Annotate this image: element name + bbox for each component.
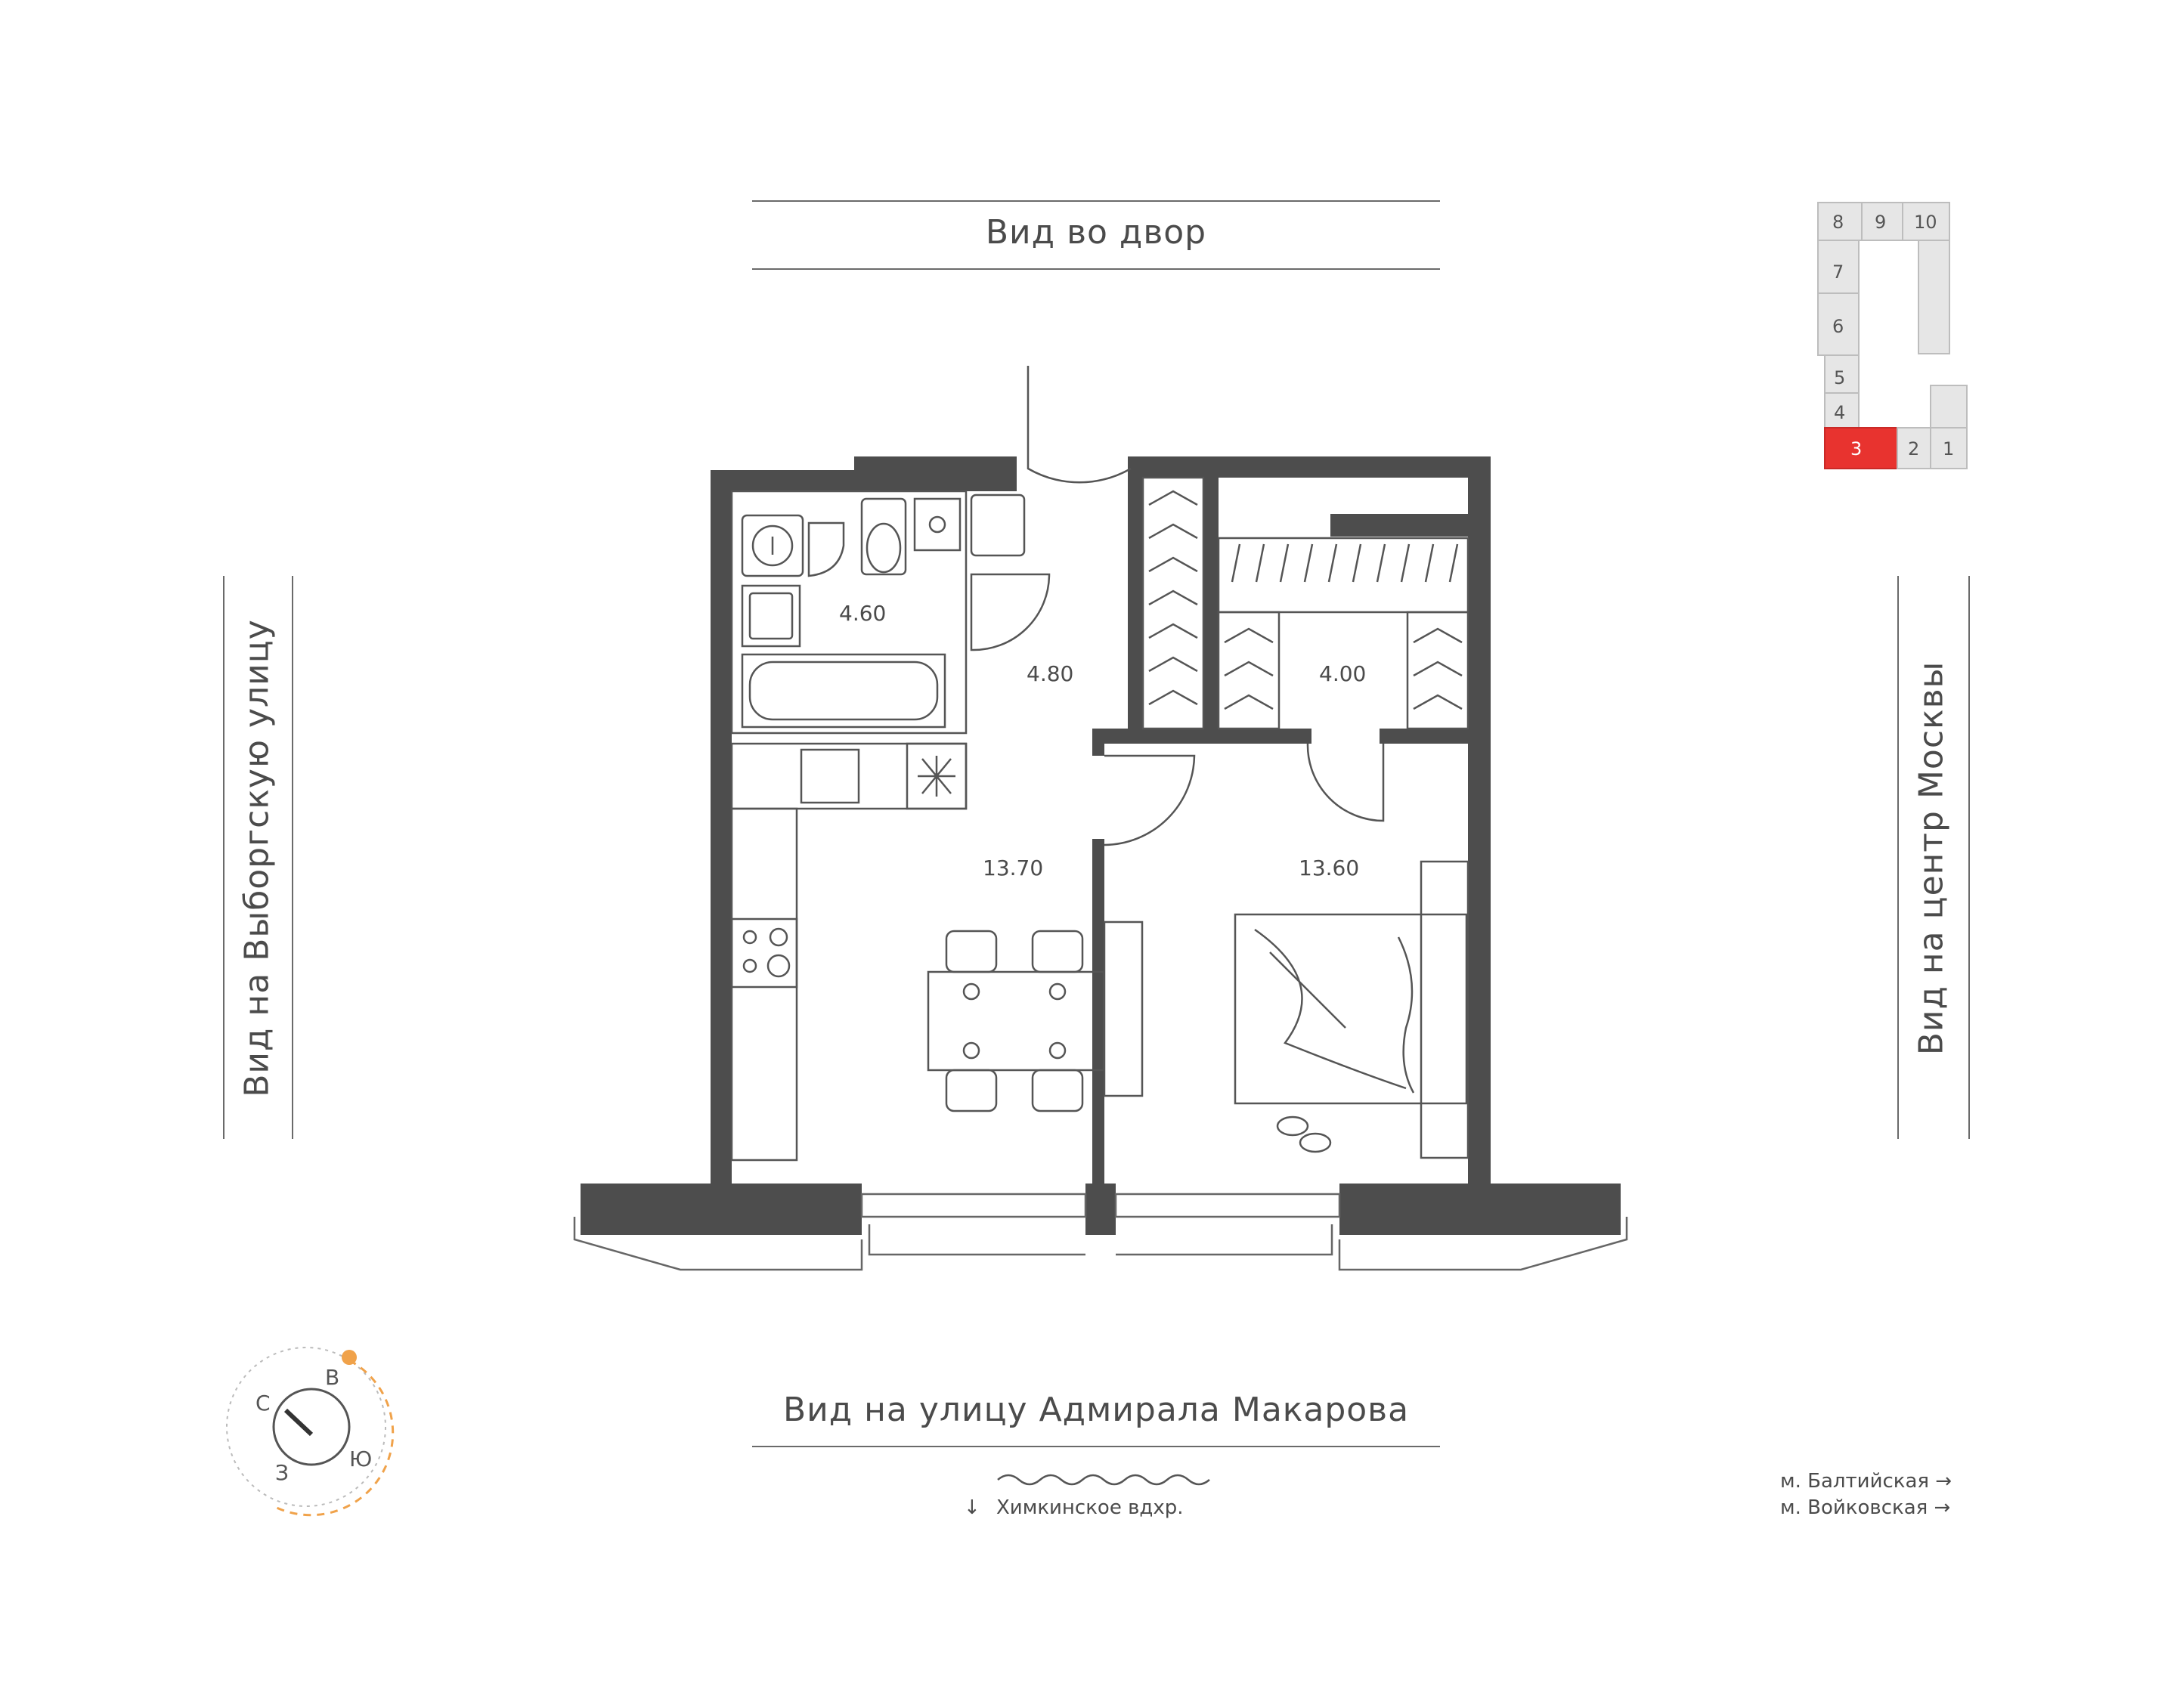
metro-2: м. Войковская → bbox=[1780, 1496, 1951, 1519]
wall-left bbox=[711, 470, 732, 1184]
bottom-view-label: Вид на улицу Адмирала Макарова bbox=[782, 1391, 1410, 1429]
hall-hangers bbox=[1149, 491, 1197, 704]
dining-table bbox=[928, 972, 1104, 1070]
compass-dial bbox=[274, 1389, 349, 1465]
entrance-door bbox=[1028, 366, 1131, 482]
wall-top-right bbox=[1203, 456, 1491, 478]
water-label: Химкинское вдхр. bbox=[996, 1496, 1184, 1519]
compass bbox=[227, 1348, 393, 1515]
bathtub bbox=[742, 654, 945, 727]
chair-2 bbox=[1033, 931, 1082, 972]
tv-stand bbox=[1104, 922, 1142, 1096]
area-kitchen-living: 13.70 bbox=[983, 856, 1044, 880]
section-label-8: 8 bbox=[1832, 212, 1844, 233]
wall-top-left bbox=[711, 470, 854, 491]
balcony-block-right bbox=[1339, 1184, 1621, 1235]
wall-closet-top bbox=[1330, 514, 1468, 537]
compass-east: В bbox=[325, 1365, 340, 1390]
area-hallway: 4.80 bbox=[1027, 661, 1074, 686]
compass-needle bbox=[286, 1410, 311, 1434]
section-label-1: 1 bbox=[1943, 438, 1955, 459]
sink-cabinet bbox=[915, 499, 960, 550]
section-label-2: 2 bbox=[1908, 438, 1920, 459]
slipper-2 bbox=[1300, 1134, 1330, 1152]
wardrobe-top-rail bbox=[1219, 538, 1468, 612]
wall-wardrobe-left bbox=[1203, 456, 1219, 736]
metro-1: м. Балтийская → bbox=[1780, 1470, 1952, 1493]
left-view-label: Вид на Выборгскую улицу bbox=[237, 619, 277, 1097]
bedroom bbox=[1235, 862, 1468, 1158]
bedroom-wardrobe bbox=[1421, 862, 1468, 1158]
wardrobe bbox=[1104, 538, 1468, 845]
balcony-block-center bbox=[1085, 1184, 1116, 1235]
wall-mid-h2 bbox=[1380, 729, 1489, 744]
section-label-5: 5 bbox=[1834, 367, 1846, 388]
living-door bbox=[1104, 756, 1194, 845]
kitchen-side-counter bbox=[732, 809, 797, 1160]
dining-set bbox=[928, 922, 1142, 1111]
boiler bbox=[971, 495, 1024, 555]
wardrobe-door bbox=[1308, 744, 1383, 821]
shower-corner bbox=[809, 523, 844, 576]
bathroom-door bbox=[971, 574, 1049, 650]
compass-west: З bbox=[275, 1460, 289, 1485]
section-label-9: 9 bbox=[1875, 212, 1887, 233]
window-left bbox=[862, 1194, 1085, 1217]
water-wave-icon bbox=[998, 1475, 1209, 1484]
bed bbox=[1235, 914, 1466, 1103]
wall-mid-h bbox=[1092, 729, 1311, 744]
section-label-6: 6 bbox=[1832, 316, 1844, 337]
sink-drain bbox=[930, 517, 945, 532]
water-arrow-icon: ↓ bbox=[964, 1496, 980, 1519]
toilet-bowl bbox=[867, 524, 900, 572]
area-bedroom: 13.60 bbox=[1299, 856, 1360, 880]
wall-right bbox=[1468, 456, 1491, 1184]
chair-1 bbox=[946, 931, 996, 972]
walls bbox=[581, 456, 1621, 1235]
sun-icon bbox=[342, 1350, 357, 1365]
area-bathroom: 4.60 bbox=[839, 601, 887, 626]
wall-mid-stub bbox=[1092, 729, 1104, 756]
chair-3 bbox=[946, 1070, 996, 1111]
compass-south: Ю bbox=[349, 1447, 373, 1471]
kitchen bbox=[732, 744, 966, 1160]
wall-partition bbox=[1092, 839, 1104, 1185]
section-label-3: 3 bbox=[1850, 438, 1863, 459]
hallway bbox=[971, 366, 1203, 729]
compass-north: С bbox=[255, 1391, 271, 1416]
kitchen-sink bbox=[801, 750, 859, 803]
area-wardrobe: 4.00 bbox=[1319, 661, 1367, 686]
wall-top-left-thick bbox=[854, 456, 1017, 491]
wall-hall-right bbox=[1128, 456, 1143, 736]
right-view-label: Вид на центр Москвы bbox=[1912, 661, 1951, 1056]
slipper-1 bbox=[1277, 1117, 1308, 1135]
stove bbox=[732, 919, 797, 987]
section-label-4: 4 bbox=[1834, 402, 1846, 423]
section-10-wing bbox=[1918, 240, 1949, 354]
section-label-7: 7 bbox=[1832, 261, 1844, 283]
top-view-label: Вид во двор bbox=[985, 213, 1207, 252]
window-right bbox=[1116, 1194, 1339, 1217]
section-1-wing bbox=[1931, 385, 1967, 428]
chair-4 bbox=[1033, 1070, 1082, 1111]
section-label-10: 10 bbox=[1914, 212, 1937, 233]
balcony-block-left bbox=[581, 1184, 862, 1235]
